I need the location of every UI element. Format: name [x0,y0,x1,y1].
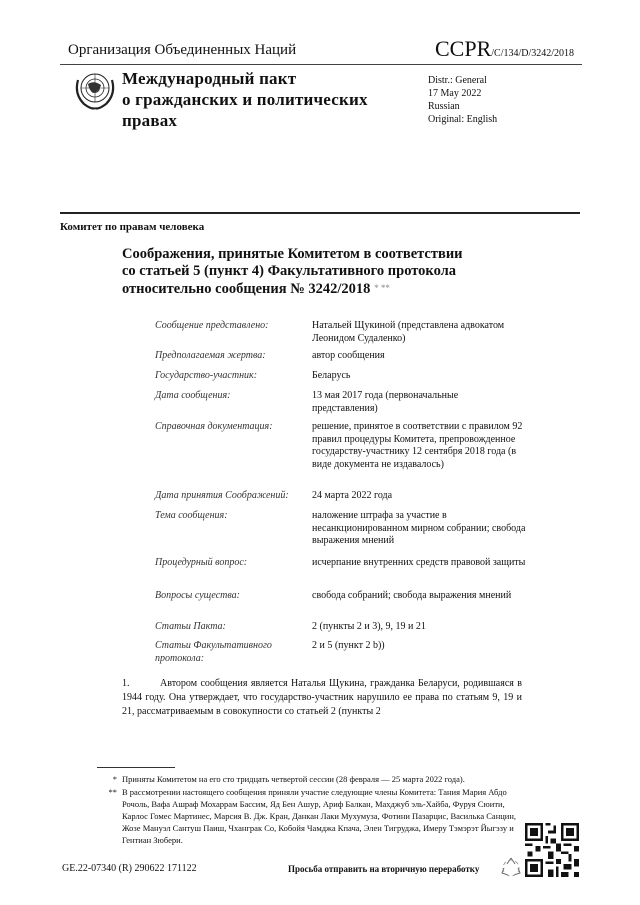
header-divider [60,64,582,65]
footnote-mark: * [112,774,117,784]
job-number: GE.22-07340 (R) 290622 171122 [62,863,197,874]
symbol-main: CCPR [435,36,492,61]
original-language-line: Original: English [428,114,498,125]
document-symbol [435,36,574,62]
distribution-line: Distr.: General [428,75,487,86]
distribution-info [428,74,497,126]
footnote-divider [97,767,175,768]
heading-line: относительно сообщения № 3242/2018 [122,281,371,297]
organization-name: Организация Объединенных Наций [68,42,297,58]
detail-value: автор сообщения [312,350,385,361]
paragraph-1 [122,677,522,719]
language-line: Russian [428,101,460,112]
footnote-mark: ** [108,787,117,797]
footnote-text: Приняты Комитетом на его сто тридцать четвертой сессии (28 февраля — 25 марта 2022 года). [122,774,465,784]
detail-value: 2 (пункты 2 и 3), 9, 19 и 21 [312,621,426,632]
date-line: 17 May 2022 [428,88,482,99]
detail-label: Дата сообщения: [155,390,231,401]
views-heading [122,246,463,298]
detail-label: Статьи Факультативного протокола: [155,640,272,664]
detail-label: Процедурный вопрос: [155,557,248,568]
recycle-icon [500,856,522,878]
un-emblem-icon [74,68,116,112]
detail-value: свобода собраний; свобода выражения мнений [312,590,512,601]
detail-value: исчерпание внутренних средств правовой защиты [312,557,526,568]
heading-line: со статьей 5 (пункт 4) Факультативного протокола [122,263,457,279]
detail-value: Натальей Щукиной (представлена адвокатом Леонидом Судаленко) [312,320,505,344]
detail-label: Дата принятия Соображений: [155,490,289,501]
detail-value: 13 мая 2017 года (первоначальные представления) [312,390,459,414]
heading-line: Соображения, принятые Комитетом в соответствии [122,246,463,262]
qr-code-icon [525,823,579,877]
detail-label: Предполагаемая жертва: [155,350,266,361]
section-divider [60,212,580,214]
detail-label: Тема сообщения: [155,510,228,521]
detail-label: Сообщение представлено: [155,320,269,331]
recycle-notice: Просьба отправить на вторичную переработку [288,864,480,874]
detail-value: 24 марта 2022 года [312,490,393,501]
paragraph-text: Автором сообщения является Наталья Щукина, гражданка Беларуси, родившаяся в 1944 году. Она утверждает, что государство-участник нарушило ее права по статьям 9, 19 и 21, рассматриваемым в совокупности со статьей 2 (пункты 2 [122,678,522,717]
footnote-text: В рассмотрении настоящего сообщения приняли участие следующие члены Комитета: Тания Мария Абдо Рочоль, Вафа Ашраф Мохаррам Бассим, Яд Бен Ашур, Ариф Балкан, Махджуб эль-Хайба, Фуруя Сюити, Карлос Гомес Мартинес, Марсия В. Дж. Кран, Данкан Лаки Мухумуза, Фотини Пазарцис, Василька Санцин, Жозе Мануэл Сантуш Паиш, Чханграк Со, Кобойя Чамджа Кпача, Элен Тигруджа, Имеру Тэмэрэт Йыгэзу и Гентиан Зюбери. [122,787,517,845]
paragraph-number: 1. [122,678,130,689]
title-line: о гражданских и политических [122,90,368,109]
detail-label: Вопросы существа: [155,590,240,601]
symbol-rest: /C/134/D/3242/2018 [491,48,575,59]
committee-name: Комитет по правам человека [60,221,205,233]
detail-label: Справочная документация: [155,421,273,432]
detail-label: Статьи Пакта: [155,621,226,632]
detail-label: Государство-участник: [155,370,258,381]
title-line: правах [122,111,178,130]
title-line: Международный пакт [122,69,297,88]
detail-value: 2 и 5 (пункт 2 b)) [312,640,385,651]
detail-value: наложение штрафа за участие в несанкционированном мирном собрании; свобода выражения мнений [312,510,526,546]
detail-value: решение, принятое в соответствии с правилом 92 правил процедуры Комитета, препровожденное государству-участнику 12 сентября 2018 года (в виде документа не издавалось) [312,421,523,470]
footnote [100,786,520,846]
detail-value: Беларусь [312,370,351,381]
footnote [100,773,520,785]
document-title [122,68,368,131]
footnote-marks: * ** [374,283,390,293]
